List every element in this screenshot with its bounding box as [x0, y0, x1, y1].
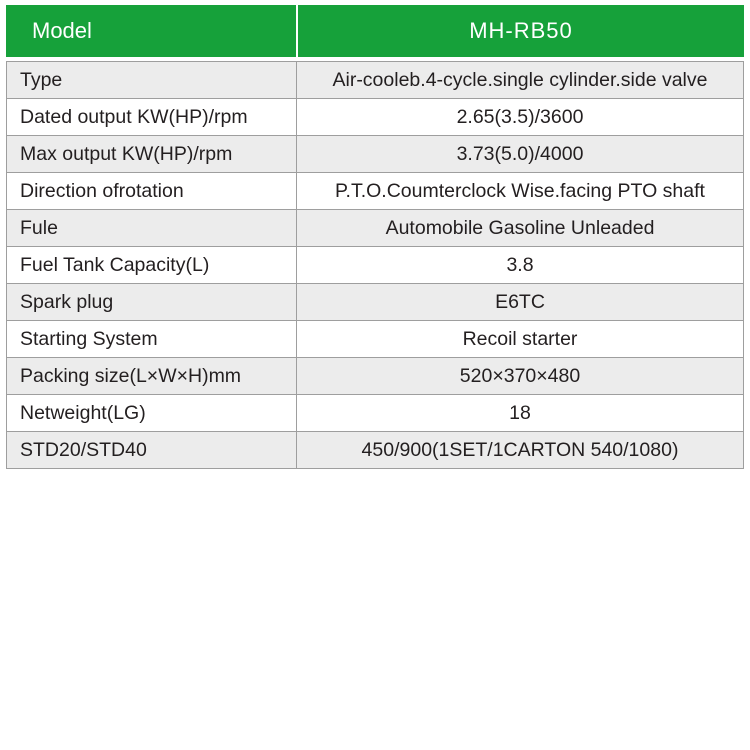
table-row — [7, 432, 744, 469]
row-value: 450/900(1SET/1CARTON 540/1080) — [297, 432, 744, 469]
row-value: Air-cooleb.4-cycle.single cylinder.side valve — [297, 62, 744, 99]
table-row — [7, 62, 744, 99]
row-value: 18 — [297, 395, 744, 432]
row-value: Automobile Gasoline Unleaded — [297, 210, 744, 247]
row-label: Dated output KW(HP)/rpm — [7, 99, 297, 136]
row-label: Packing size(L×W×H)mm — [7, 358, 297, 395]
spec-table-header — [6, 5, 744, 57]
table-row — [7, 358, 744, 395]
row-label: Fuel Tank Capacity(L) — [7, 247, 297, 284]
row-value: E6TC — [297, 284, 744, 321]
row-label: Fule — [7, 210, 297, 247]
row-label: Starting System — [7, 321, 297, 358]
table-row — [7, 173, 744, 210]
row-label: Max output KW(HP)/rpm — [7, 136, 297, 173]
table-row — [7, 136, 744, 173]
table-row — [7, 210, 744, 247]
row-label: STD20/STD40 — [7, 432, 297, 469]
row-label: Spark plug — [7, 284, 297, 321]
row-value: 520×370×480 — [297, 358, 744, 395]
row-value: Recoil starter — [297, 321, 744, 358]
row-label: Direction ofrotation — [7, 173, 297, 210]
table-row — [7, 284, 744, 321]
table-row — [7, 321, 744, 358]
header-model-label: Model — [32, 18, 92, 43]
row-value: P.T.O.Coumterclock Wise.facing PTO shaft — [297, 173, 744, 210]
row-label: Netweight(LG) — [7, 395, 297, 432]
row-value: 3.73(5.0)/4000 — [297, 136, 744, 173]
row-value: 3.8 — [297, 247, 744, 284]
header-model-value: MH-RB50 — [469, 18, 573, 43]
row-label: Type — [7, 62, 297, 99]
table-row — [7, 247, 744, 284]
row-value: 2.65(3.5)/3600 — [297, 99, 744, 136]
table-row — [7, 395, 744, 432]
table-row — [7, 99, 744, 136]
spec-table — [6, 61, 744, 469]
